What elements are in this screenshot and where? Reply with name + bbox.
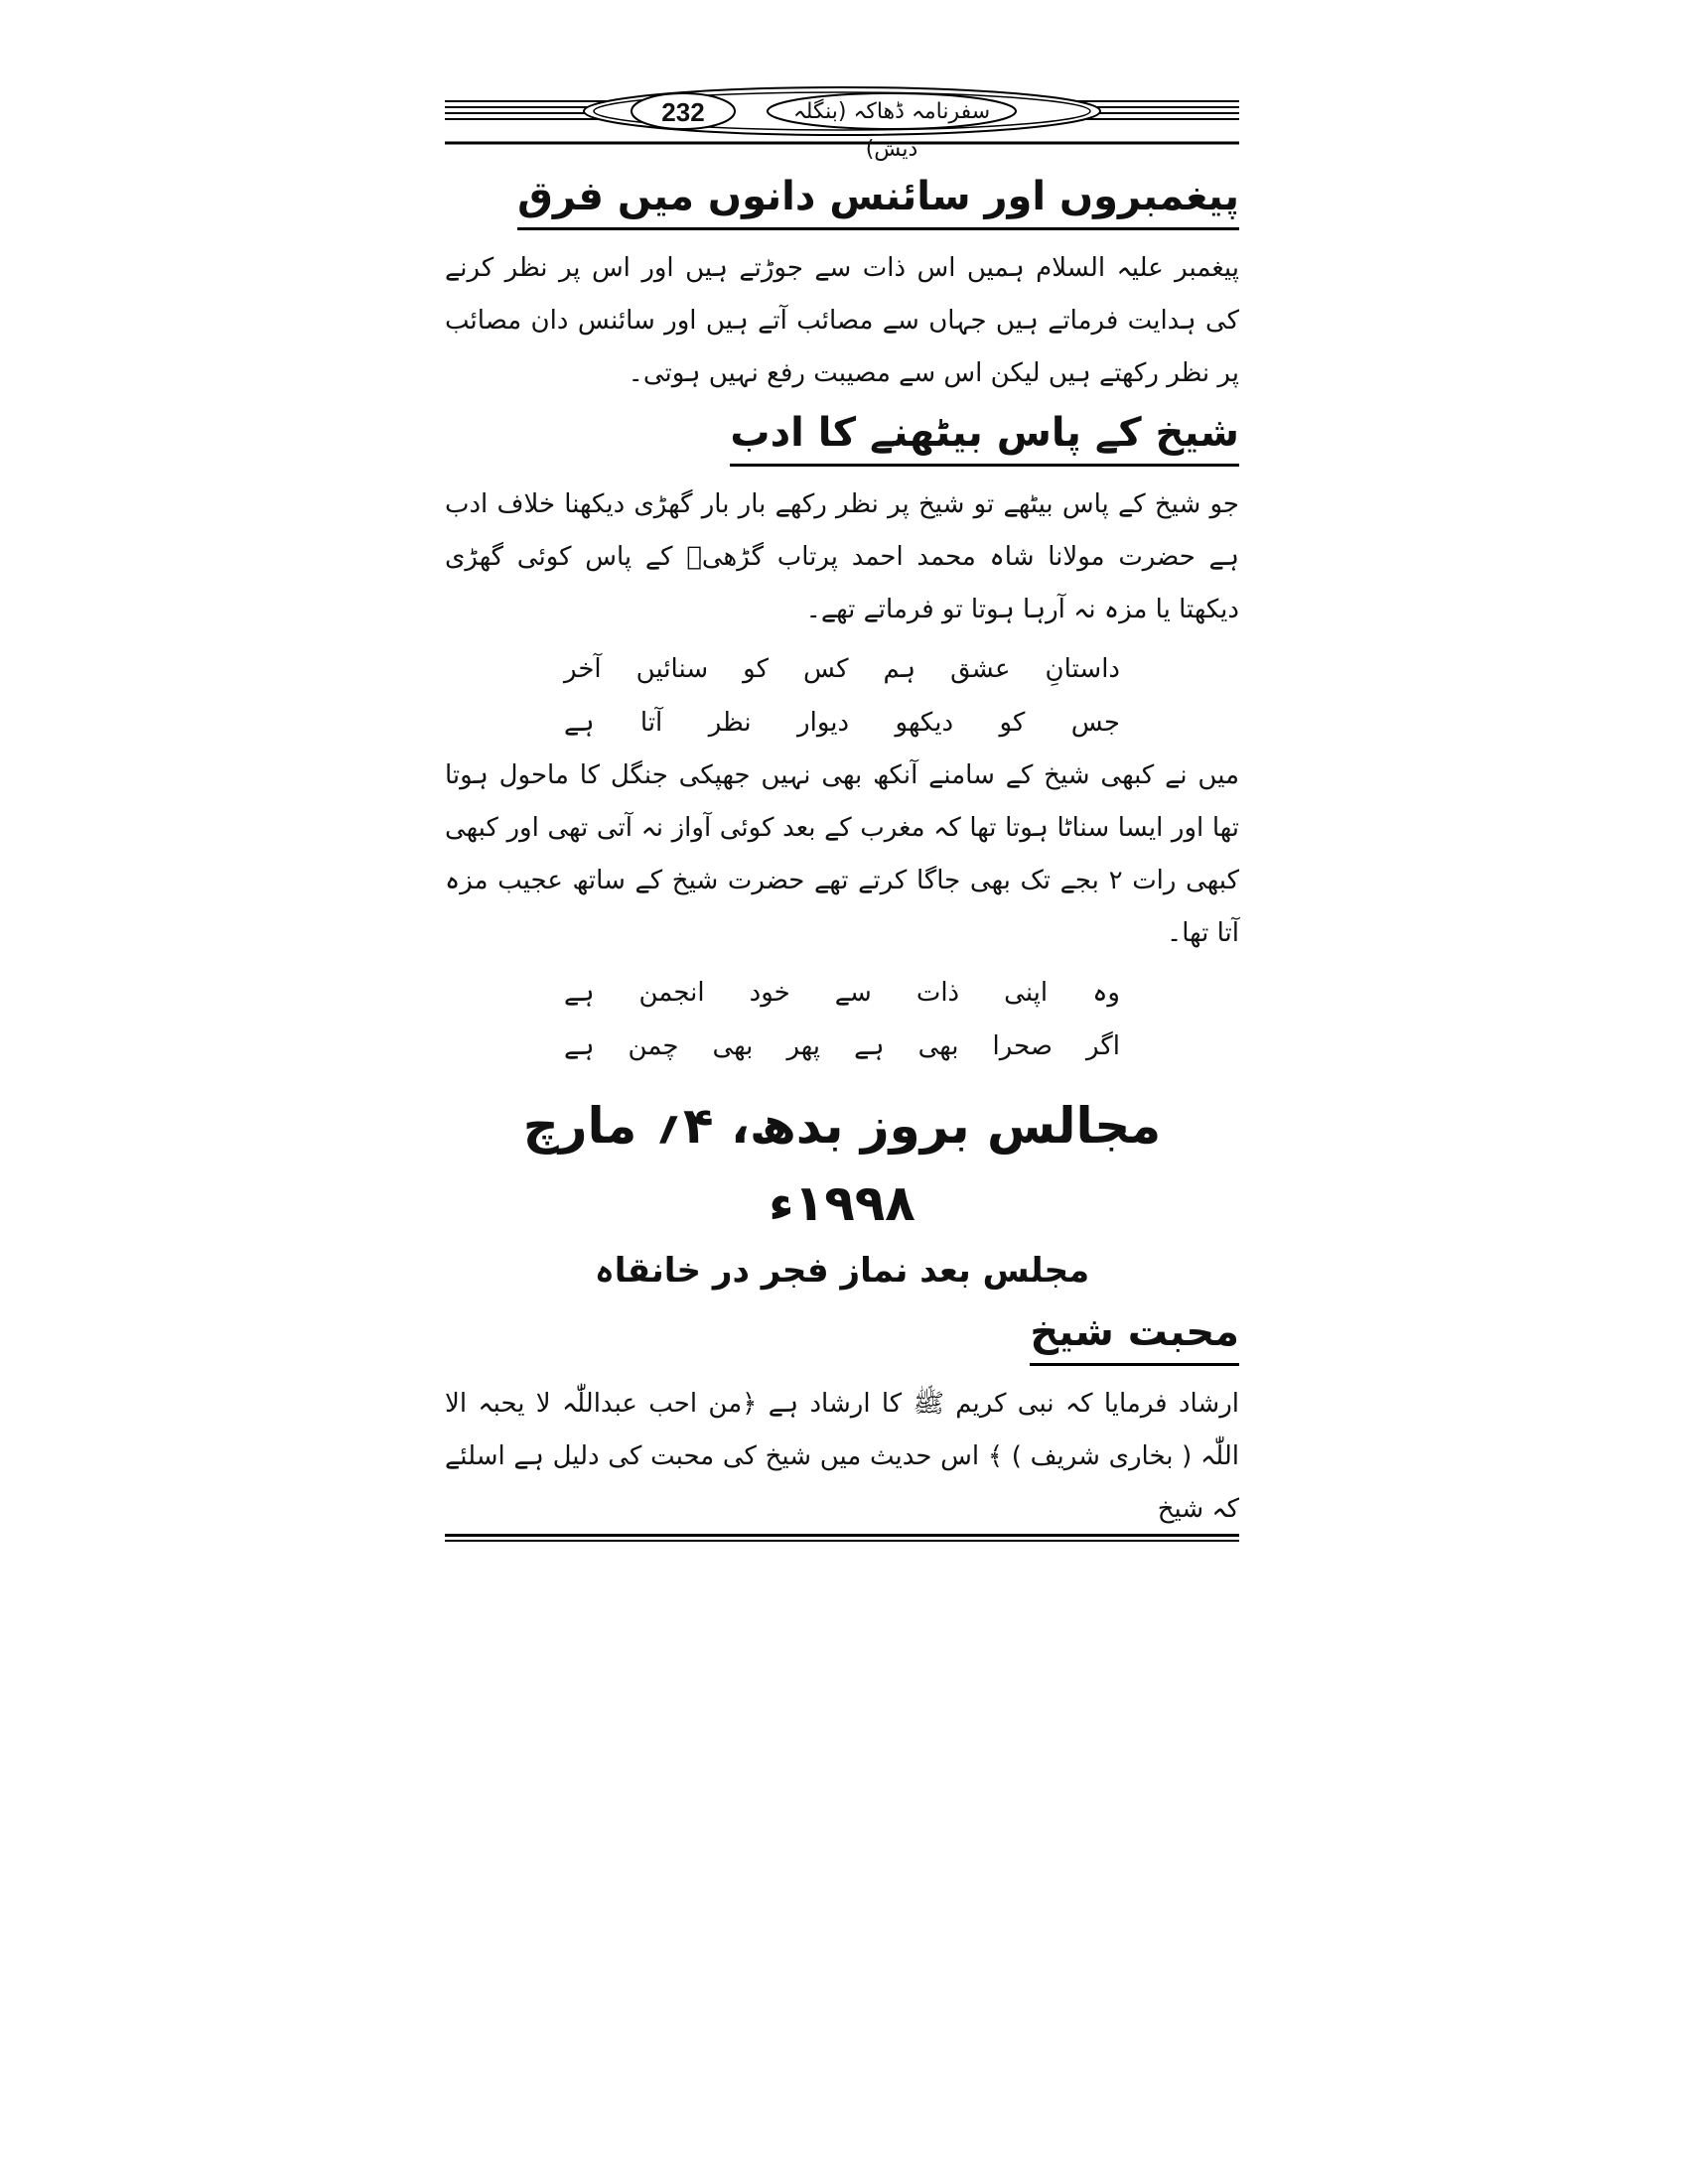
paragraph-jungle: میں نے کبھی شیخ کے سامنے آنکھ بھی نہیں جھپکی جنگل کا ماحول ہوتا تھا اور ایسا سناٹا ہوتا تھا کہ مغرب کے بعد کوئی آواز نہ آتی تھی اور کبھی کبھی رات ۲ بجے تک بھی جاگا کرتے تھے حضرت شیخ کے ساتھ عجیب مزہ آتا تھا۔: [445, 760, 1239, 948]
section-heading-love-sheikh: محبت شیخ: [1030, 1305, 1239, 1366]
page-header: [445, 81, 1239, 162]
paragraph-love-sheikh: ارشاد فرمایا کہ نبی کریم ﷺ کا ارشاد ہے ﴿من احب عبداللّٰہ لا یحبہ الا اللّٰہ ( بخاری شریف ) ﴾ اس حدیث میں شیخ کی محبت کی دلیل ہے اسلئے کہ شیخ: [445, 1389, 1239, 1524]
verse-line: اگر صحرا بھی ہے پھر بھی چمن ہے: [564, 1031, 1120, 1061]
verse-couplet-1: [564, 642, 1120, 750]
section-heading-sheikh-etiquette: شیخ کے پاس بیٹھنے کا ادب: [730, 406, 1239, 467]
verse-line: وہ اپنی ذات سے خود انجمن ہے: [564, 978, 1120, 1008]
page-content: [445, 164, 1239, 1536]
majlis-title: مجالس بروز بدھ، ۴؍ مارچ ۱۹۹۸ء: [522, 1097, 1162, 1232]
paragraph-sheikh-etiquette: جو شیخ کے پاس بیٹھے تو شیخ پر نظر رکھے بار بار گھڑی دیکھنا خلاف ادب ہے حضرت مولانا شاہ محمد احمد پرتاب گڑھیؒ کے پاس کوئی گھڑی دیکھتا یا مزہ نہ آرہا ہوتا تو فرماتے تھے۔: [445, 489, 1239, 624]
verse-couplet-2: [564, 966, 1120, 1073]
footer-rule: [445, 1534, 1239, 1542]
book-title: سفرنامہ ڈھاکہ (بنگلہ دیش): [792, 99, 991, 162]
majlis-subtitle: مجلس بعد نماز فجر در خانقاہ: [594, 1251, 1090, 1291]
verse-line: داستانِ عشق ہم کس کو سنائیں آخر: [564, 654, 1120, 684]
page-number: 232: [661, 97, 705, 127]
verse-line: جس کو دیکھو دیوار نظر آتا ہے: [564, 708, 1120, 738]
section-heading-prophets-scientists: پیغمبروں اور سائنس دانوں میں فرق: [517, 170, 1239, 230]
paragraph-prophets: پیغمبر علیہ السلام ہمیں اس ذات سے جوڑتے ہیں اور اس پر نظر کرنے کی ہدایت فرماتے ہیں جہاں سے مصائب آتے ہیں اور سائنس دان مصائب پر نظر رکھتے ہیں لیکن اس سے مصیبت رفع نہیں ہوتی۔: [445, 253, 1239, 388]
